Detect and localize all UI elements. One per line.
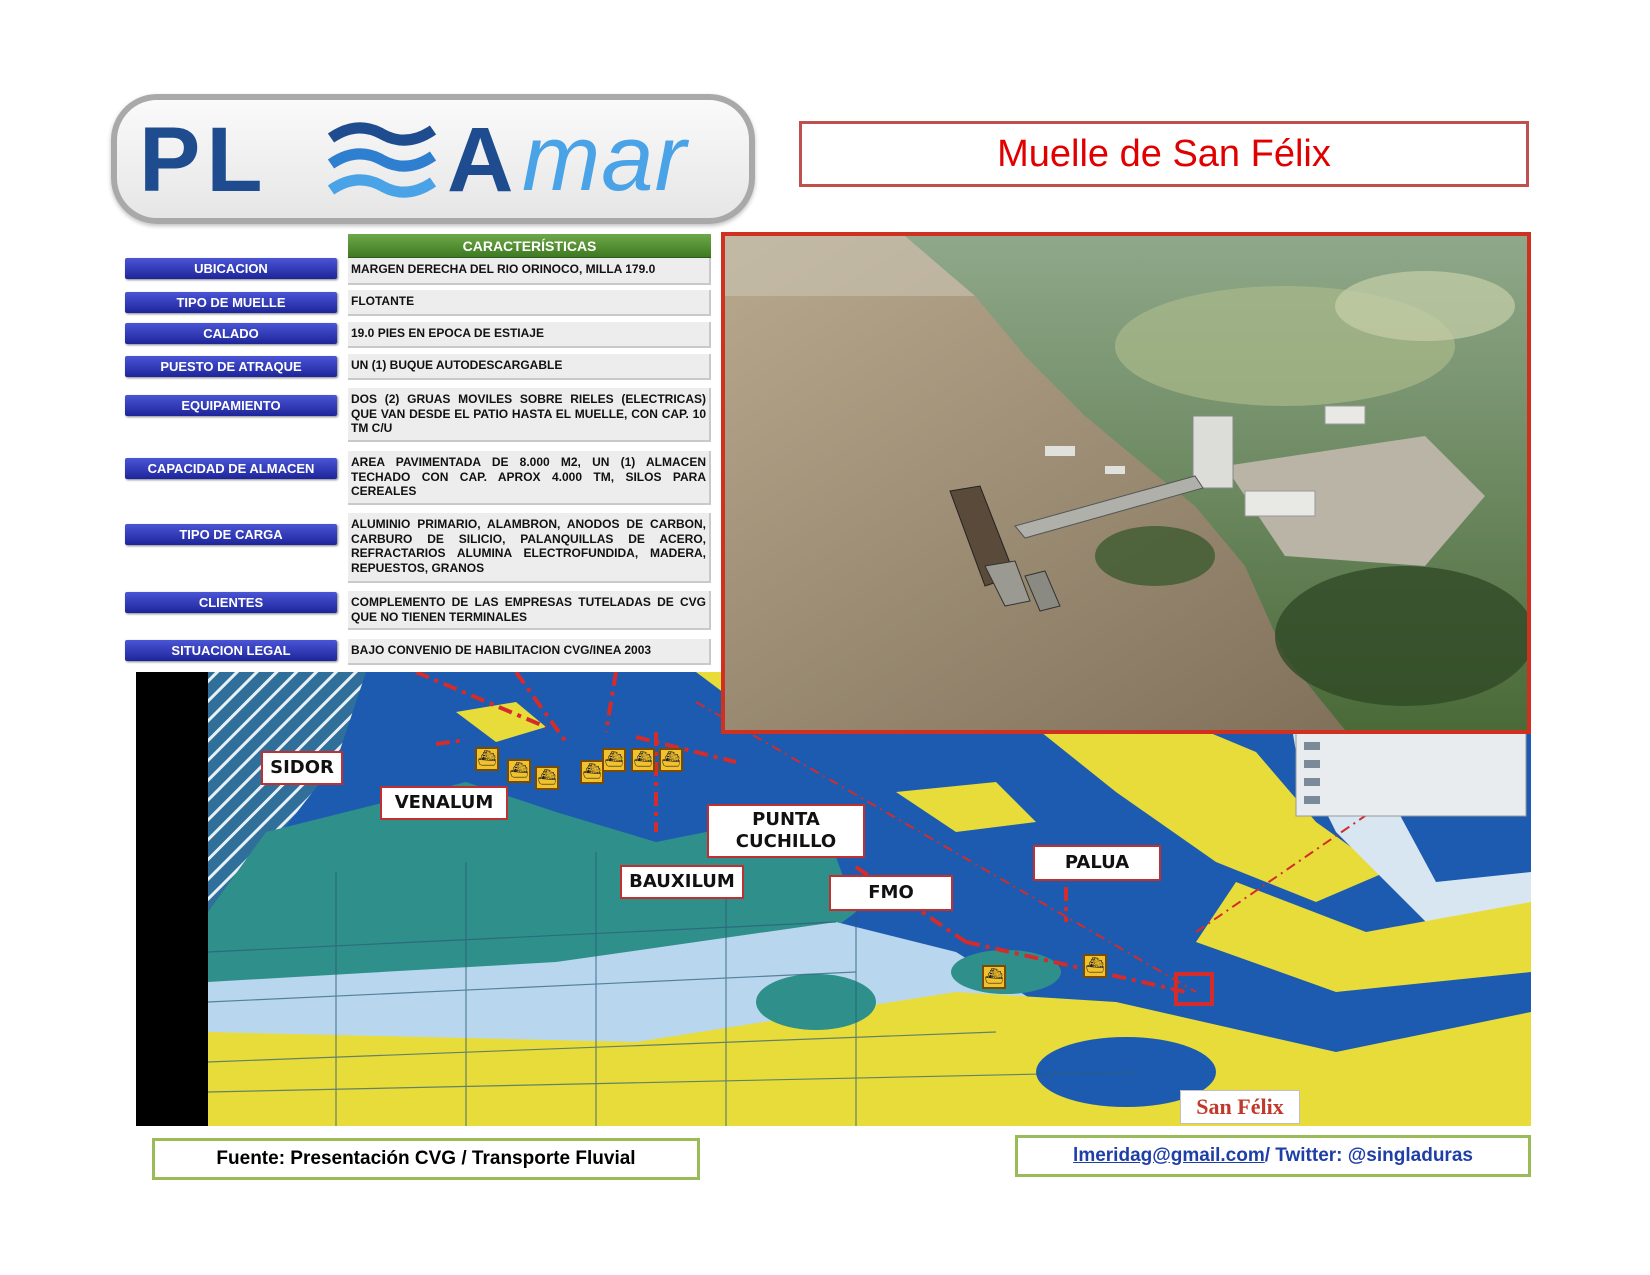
- row-label-calado: CALADO: [125, 323, 337, 344]
- logo-text-a: A: [447, 109, 514, 211]
- row-value-clientes: COMPLEMENTO DE LAS EMPRESAS TUTELADAS DE CVG QUE NO TIENEN TERMINALES: [348, 591, 711, 630]
- map-label-venalum: VENALUM: [380, 786, 508, 820]
- row-label-puesto-de-atraque: PUESTO DE ATRAQUE: [125, 356, 337, 377]
- logo-text-mar: mar: [522, 105, 687, 210]
- ship-icon: ⛴: [580, 760, 604, 784]
- waves-icon: [327, 120, 437, 204]
- twitter-handle: / Twitter: @singladuras: [1264, 1145, 1473, 1166]
- row-value-calado: 19.0 PIES EN EPOCA DE ESTIAJE: [348, 322, 711, 348]
- row-label-capacidad-de-almacen: CAPACIDAD DE ALMACEN: [125, 458, 337, 479]
- row-label-clientes: CLIENTES: [125, 592, 337, 613]
- ship-icon: ⛴: [1083, 954, 1107, 978]
- ship-icon: ⛴: [982, 965, 1006, 989]
- logo-text-pl: PL: [139, 109, 269, 211]
- row-value-ubicacion: MARGEN DERECHA DEL RIO ORINOCO, MILLA 179.0: [348, 258, 711, 285]
- aerial-photo: [721, 232, 1531, 734]
- map-label-fmo: FMO: [829, 875, 953, 911]
- ship-icon: ⛴: [475, 747, 499, 771]
- map-left-black-strip: [136, 672, 208, 1126]
- row-value-tipo-de-carga: ALUMINIO PRIMARIO, ALAMBRON, ANODOS DE CARBON, CARBURO DE SILICIO, PALANQUILLAS DE ACERO, REFRACTARIOS ALUMINA ELECTROFUNDIDA, MADERA, REPUESTOS, GRANOS: [348, 513, 711, 583]
- map-label-palua: PALUA: [1033, 845, 1161, 881]
- map-label-sidor: SIDOR: [261, 751, 343, 785]
- ship-icon: ⛴: [602, 748, 626, 772]
- page-title-box: [799, 121, 1529, 187]
- email-link[interactable]: lmeridag@gmail.com: [1073, 1145, 1265, 1166]
- row-value-situacion-legal: BAJO CONVENIO DE HABILITACION CVG/INEA 2003: [348, 639, 711, 665]
- row-value-tipo-de-muelle: FLOTANTE: [348, 290, 711, 316]
- map-label-bauxilum: BAUXILUM: [620, 865, 744, 899]
- contact-caption: [1015, 1135, 1531, 1177]
- ship-icon: ⛴: [507, 759, 531, 783]
- row-label-situacion-legal: SITUACION LEGAL: [125, 640, 337, 661]
- ship-icon: ⛴: [631, 748, 655, 772]
- row-label-tipo-de-carga: TIPO DE CARGA: [125, 524, 337, 545]
- row-value-equipamiento: DOS (2) GRUAS MOVILES SOBRE RIELES (ELECTRICAS) QUE VAN DESDE EL PATIO HASTA EL MUELLE, CON CAP. 10 TM C/U: [348, 388, 711, 442]
- row-label-equipamiento: EQUIPAMIENTO: [125, 395, 337, 416]
- pleamar-logo: [111, 94, 755, 224]
- ship-icon: ⛴: [659, 748, 683, 772]
- row-label-ubicacion: UBICACION: [125, 258, 337, 279]
- aerial-photo-drawing: [725, 236, 1527, 730]
- map-label-san-felix: San Félix: [1180, 1090, 1300, 1124]
- table-header: CARACTERÍSTICAS: [348, 234, 711, 259]
- row-value-capacidad-de-almacen: AREA PAVIMENTADA DE 8.000 M2, UN (1) ALMACEN TECHADO CON CAP. APROX 4.000 TM, SILOS PARA CEREALES: [348, 451, 711, 505]
- row-label-tipo-de-muelle: TIPO DE MUELLE: [125, 292, 337, 313]
- ship-icon: ⛴: [535, 766, 559, 790]
- row-value-puesto-de-atraque: UN (1) BUQUE AUTODESCARGABLE: [348, 354, 711, 380]
- map-label-punta-cuchillo: PUNTA CUCHILLO: [707, 804, 865, 858]
- page-title: Muelle de San Félix: [997, 132, 1331, 175]
- source-caption: Fuente: Presentación CVG / Transporte Fluvial: [152, 1138, 700, 1180]
